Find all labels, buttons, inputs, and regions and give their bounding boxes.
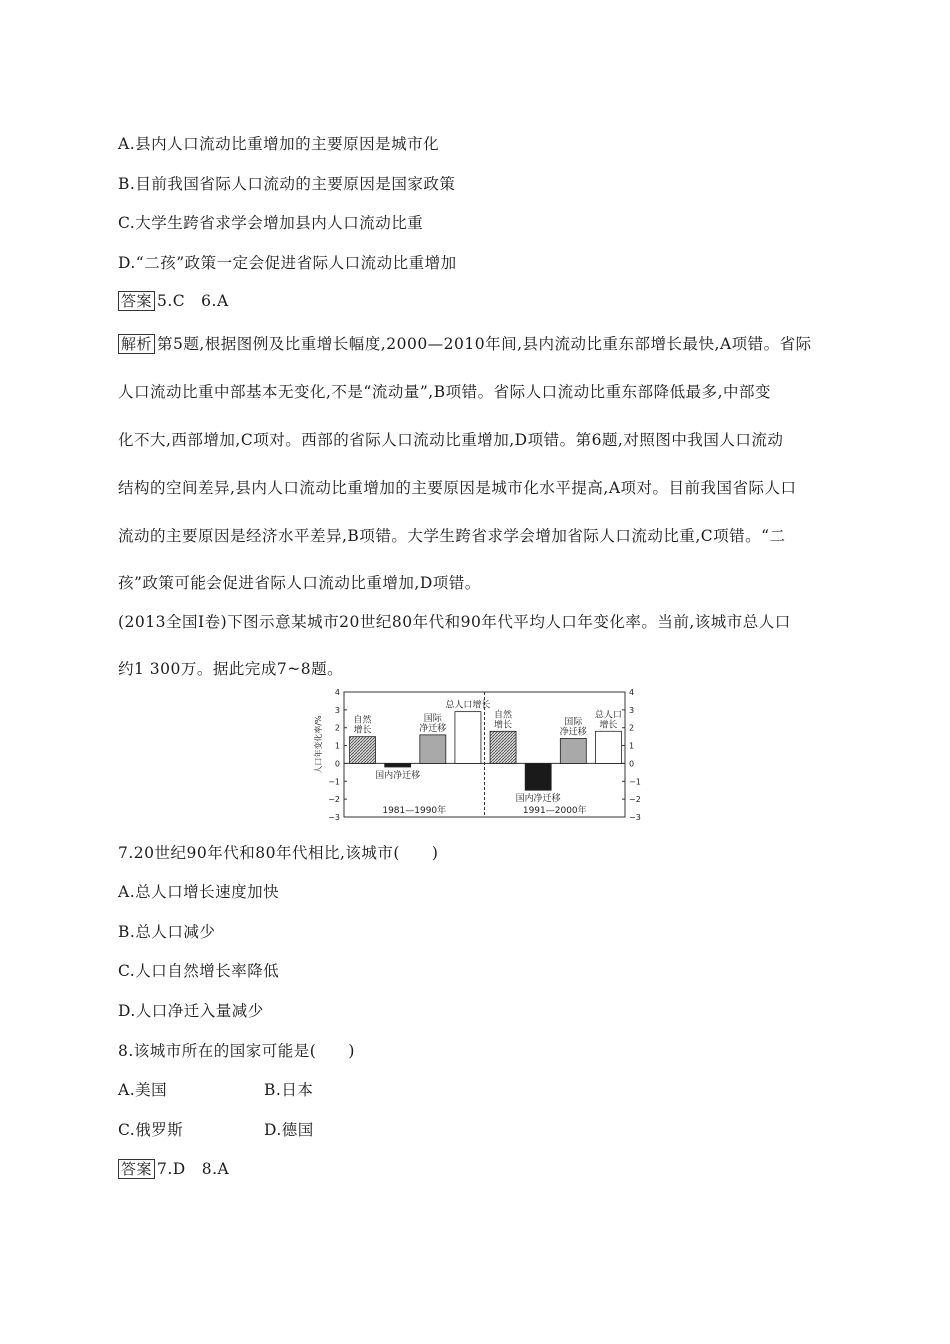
y-tick-label-right: −3 bbox=[629, 813, 641, 822]
q7-option-d: D.人口净迁入量减少 bbox=[118, 1002, 264, 1020]
y-tick-label-right: 3 bbox=[629, 705, 635, 715]
q7-option-b: B.总人口减少 bbox=[118, 923, 216, 941]
y-tick-label-left: −1 bbox=[328, 777, 340, 787]
bar-label: 净迁移 bbox=[419, 723, 447, 734]
population-change-chart bbox=[309, 686, 639, 822]
analysis-line-2: 人口流动比重中部基本无变化,不是“流动量”,B项错。省际人口流动比重东部降低最多,中部变 bbox=[118, 383, 772, 401]
q8-option-a: A.美国 bbox=[118, 1081, 168, 1099]
bar bbox=[525, 763, 551, 790]
period-label: 1991—2000年 bbox=[522, 806, 587, 816]
y-axis-label: 人口年变化率/% bbox=[314, 715, 323, 774]
bar bbox=[455, 712, 481, 764]
q8-option-d: D.德国 bbox=[264, 1121, 314, 1139]
answer-tag: 答案 bbox=[118, 1159, 155, 1179]
q6-option-d: D.“二孩”政策一定会促进省际人口流动比重增加 bbox=[118, 254, 457, 272]
bar-label: 国内净迁移 bbox=[515, 794, 561, 805]
q6-option-b: B.目前我国省际人口流动的主要原因是国家政策 bbox=[118, 175, 456, 193]
q7-option-a: A.总人口增长速度加快 bbox=[118, 883, 280, 901]
bar-label: 国际 bbox=[423, 713, 442, 724]
answer-5-6 bbox=[118, 289, 229, 311]
y-tick-label-right: 0 bbox=[629, 759, 635, 769]
y-tick-label-left: 1 bbox=[334, 741, 340, 751]
bar-label: 总人口 bbox=[594, 710, 622, 721]
analysis-tag: 解析 bbox=[118, 334, 155, 354]
bar-label: 增长 bbox=[599, 720, 618, 731]
analysis-line-1: 解析 第5题,根据图例及比重增长幅度,2000—2010年间,县内流动比重东部增长最快,A项错。省际 bbox=[118, 332, 838, 354]
answer-text: 7.D 8.A bbox=[157, 1160, 230, 1178]
bar bbox=[350, 737, 376, 764]
q8-option-b: B.日本 bbox=[264, 1081, 314, 1099]
bar bbox=[490, 731, 516, 763]
y-tick-label-left: 2 bbox=[334, 723, 340, 733]
intro-line-1: (2013全国Ⅰ卷)下图示意某城市20世纪80年代和90年代平均人口年变化率。当前,该城市总人口 bbox=[118, 613, 791, 631]
analysis-line-3: 化不大,西部增加,C项对。西部的省际人口流动比重增加,D项错。第6题,对照图中我国人口流动 bbox=[118, 431, 784, 449]
bar bbox=[420, 735, 446, 764]
y-tick-label-right: −2 bbox=[629, 795, 641, 805]
analysis-line-6: 孩”政策可能会促进省际人口流动比重增加,D项错。 bbox=[118, 574, 481, 592]
y-tick-label-right: 4 bbox=[629, 688, 635, 697]
q7-stem: 7.20世纪90年代和80年代相比,该城市( ) bbox=[118, 844, 439, 862]
bar-label: 国际 bbox=[564, 717, 583, 728]
answer-7-8 bbox=[118, 1157, 229, 1179]
bar-label: 自然 bbox=[353, 715, 372, 726]
y-tick-label-left: −2 bbox=[328, 795, 340, 805]
answer-text: 5.C 6.A bbox=[157, 292, 229, 310]
analysis-line-4: 结构的空间差异,县内人口流动比重增加的主要原因是城市化水平提高,A项对。目前我国省际人口 bbox=[118, 479, 797, 497]
y-tick-label-right: 1 bbox=[629, 741, 635, 751]
bar bbox=[560, 738, 586, 763]
intro-line-2: 约1 300万。据此完成7~8题。 bbox=[118, 660, 344, 678]
period-label: 1981—1990年 bbox=[382, 806, 447, 816]
q8-stem: 8.该城市所在的国家可能是( ) bbox=[118, 1042, 355, 1060]
q7-option-c: C.人口自然增长率降低 bbox=[118, 962, 280, 980]
bar-label: 总人口增长 bbox=[445, 700, 491, 711]
y-tick-label-left: 4 bbox=[334, 688, 340, 697]
bar bbox=[385, 763, 411, 767]
q6-option-c: C.大学生跨省求学会增加县内人口流动比重 bbox=[118, 214, 424, 232]
y-tick-label-left: 3 bbox=[334, 705, 340, 715]
y-tick-label-right: −1 bbox=[629, 777, 641, 787]
bar bbox=[595, 731, 621, 763]
bar-label: 净迁移 bbox=[559, 727, 587, 738]
bar-label: 增长 bbox=[353, 725, 372, 736]
q8-option-c: C.俄罗斯 bbox=[118, 1121, 184, 1139]
bar-label: 自然 bbox=[494, 710, 513, 721]
bar-label: 国内净迁移 bbox=[375, 771, 421, 781]
q6-option-a: A.县内人口流动比重增加的主要原因是城市化 bbox=[118, 135, 440, 153]
y-tick-label-left: −3 bbox=[328, 813, 340, 822]
bar-label: 增长 bbox=[494, 720, 513, 731]
y-tick-label-left: 0 bbox=[334, 759, 340, 769]
y-tick-label-right: 2 bbox=[629, 723, 635, 733]
analysis-line-5: 流动的主要原因是经济水平差异,B项错。大学生跨省求学会增加省际人口流动比重,C项错。“二 bbox=[118, 527, 786, 545]
answer-tag: 答案 bbox=[118, 291, 155, 311]
